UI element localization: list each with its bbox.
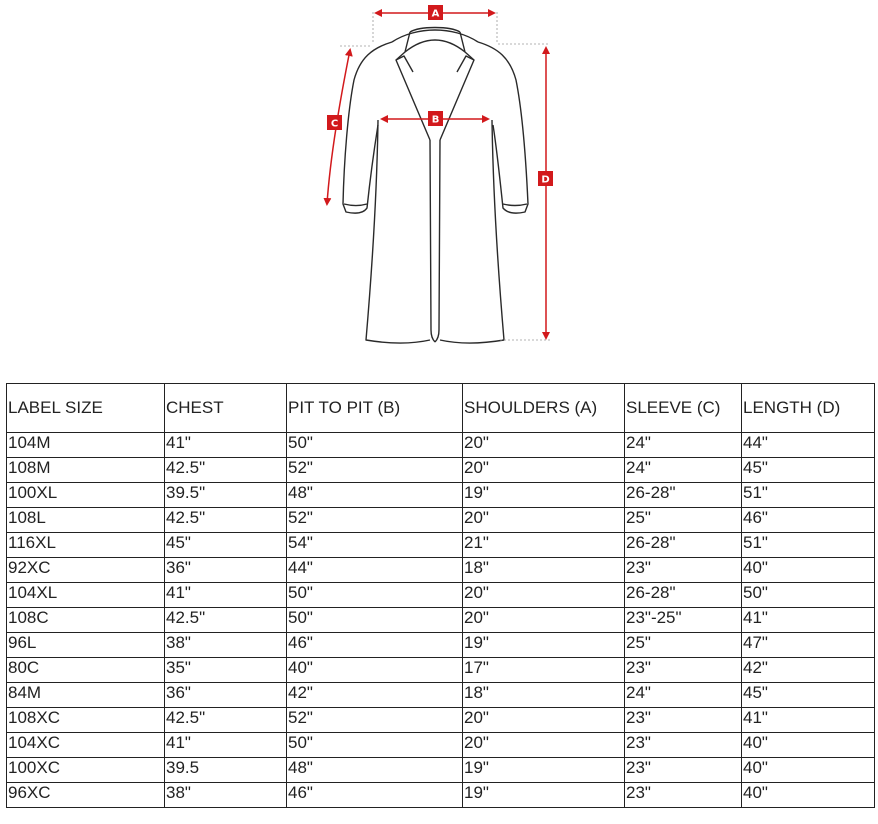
table-row — [7, 633, 875, 658]
table-cell: 26-28" — [625, 533, 742, 558]
table-cell: 46" — [742, 508, 875, 533]
table-cell: 54" — [287, 533, 463, 558]
table-cell: 23" — [625, 783, 742, 808]
table-row — [7, 433, 875, 458]
table-cell: 48" — [287, 758, 463, 783]
table-cell: 38" — [165, 783, 287, 808]
table-row — [7, 533, 875, 558]
table-cell: 45" — [742, 458, 875, 483]
table-cell: 104M — [7, 433, 165, 458]
table-cell: 104XL — [7, 583, 165, 608]
table-cell: 18" — [463, 683, 625, 708]
size-chart-body — [7, 433, 875, 808]
table-cell: 42" — [742, 658, 875, 683]
table-cell: 18" — [463, 558, 625, 583]
table-cell: 20" — [463, 583, 625, 608]
table-cell: 26-28" — [625, 483, 742, 508]
table-row — [7, 733, 875, 758]
table-cell: 17" — [463, 658, 625, 683]
table-cell: 100XC — [7, 758, 165, 783]
table-cell: 42.5" — [165, 508, 287, 533]
table-row — [7, 658, 875, 683]
table-row — [7, 458, 875, 483]
table-cell: 51" — [742, 483, 875, 508]
table-cell: 39.5 — [165, 758, 287, 783]
table-cell: 41" — [742, 708, 875, 733]
table-row — [7, 583, 875, 608]
table-cell: 41" — [742, 608, 875, 633]
table-cell: 46" — [287, 783, 463, 808]
coat-measurement-diagram — [0, 0, 878, 360]
table-cell: 20" — [463, 733, 625, 758]
table-cell: 45" — [165, 533, 287, 558]
table-cell: 42.5" — [165, 708, 287, 733]
column-header: SLEEVE (C) — [625, 384, 742, 433]
coat-outline — [343, 28, 528, 344]
table-cell: 42" — [287, 683, 463, 708]
column-header: PIT TO PIT (B) — [287, 384, 463, 433]
table-cell: 47" — [742, 633, 875, 658]
table-cell: 25" — [625, 633, 742, 658]
table-cell: 20" — [463, 458, 625, 483]
table-cell: 24" — [625, 683, 742, 708]
table-cell: 96XC — [7, 783, 165, 808]
table-row — [7, 508, 875, 533]
table-cell: 50" — [742, 583, 875, 608]
table-cell: 42.5" — [165, 608, 287, 633]
svg-text:B: B — [431, 114, 440, 126]
table-cell: 42.5" — [165, 458, 287, 483]
table-cell: 100XL — [7, 483, 165, 508]
table-cell: 50" — [287, 433, 463, 458]
table-cell: 44" — [287, 558, 463, 583]
table-cell: 41" — [165, 583, 287, 608]
table-cell: 50" — [287, 733, 463, 758]
table-cell: 108M — [7, 458, 165, 483]
table-cell: 40" — [287, 658, 463, 683]
size-chart-table — [6, 383, 875, 808]
guide-lines — [340, 12, 550, 340]
marker-b — [428, 111, 443, 126]
table-cell: 36" — [165, 558, 287, 583]
table-cell: 80C — [7, 658, 165, 683]
table-cell: 20" — [463, 508, 625, 533]
table-cell: 19" — [463, 483, 625, 508]
table-cell: 108C — [7, 608, 165, 633]
table-row — [7, 558, 875, 583]
svg-text:A: A — [431, 8, 440, 20]
table-cell: 23"-25" — [625, 608, 742, 633]
table-cell: 84M — [7, 683, 165, 708]
table-cell: 23" — [625, 708, 742, 733]
table-cell: 40" — [742, 783, 875, 808]
table-cell: 46" — [287, 633, 463, 658]
table-cell: 24" — [625, 433, 742, 458]
table-row — [7, 483, 875, 508]
table-cell: 40" — [742, 758, 875, 783]
table-cell: 52" — [287, 458, 463, 483]
table-cell: 20" — [463, 608, 625, 633]
measurement-arrows — [327, 13, 546, 338]
header-row — [7, 384, 875, 433]
coat-illustration — [0, 0, 878, 360]
table-cell: 48" — [287, 483, 463, 508]
column-header: LABEL SIZE — [7, 384, 165, 433]
table-cell: 23" — [625, 658, 742, 683]
table-cell: 38" — [165, 633, 287, 658]
table-cell: 44" — [742, 433, 875, 458]
table-row — [7, 708, 875, 733]
table-cell: 19" — [463, 783, 625, 808]
marker-d — [538, 171, 553, 186]
table-cell: 39.5" — [165, 483, 287, 508]
table-cell: 35" — [165, 658, 287, 683]
table-cell: 36" — [165, 683, 287, 708]
column-header: CHEST — [165, 384, 287, 433]
table-cell: 52" — [287, 708, 463, 733]
table-cell: 108L — [7, 508, 165, 533]
table-cell: 50" — [287, 608, 463, 633]
table-cell: 51" — [742, 533, 875, 558]
table-cell: 116XL — [7, 533, 165, 558]
table-cell: 96L — [7, 633, 165, 658]
size-chart-header — [7, 384, 875, 433]
marker-c — [327, 115, 342, 130]
column-header: LENGTH (D) — [742, 384, 875, 433]
table-cell: 41" — [165, 433, 287, 458]
table-cell: 19" — [463, 758, 625, 783]
table-cell: 21" — [463, 533, 625, 558]
table-row — [7, 608, 875, 633]
table-row — [7, 683, 875, 708]
table-row — [7, 783, 875, 808]
svg-text:C: C — [330, 118, 339, 130]
column-header: SHOULDERS (A) — [463, 384, 625, 433]
table-cell: 23" — [625, 733, 742, 758]
table-cell: 40" — [742, 558, 875, 583]
table-cell: 23" — [625, 558, 742, 583]
table-cell: 41" — [165, 733, 287, 758]
table-cell: 108XC — [7, 708, 165, 733]
table-cell: 40" — [742, 733, 875, 758]
table-cell: 45" — [742, 683, 875, 708]
table-cell: 52" — [287, 508, 463, 533]
table-cell: 50" — [287, 583, 463, 608]
table-cell: 92XC — [7, 558, 165, 583]
table-cell: 26-28" — [625, 583, 742, 608]
table-cell: 24" — [625, 458, 742, 483]
table-cell: 25" — [625, 508, 742, 533]
table-cell: 19" — [463, 633, 625, 658]
table-cell: 23" — [625, 758, 742, 783]
table-cell: 104XC — [7, 733, 165, 758]
marker-a — [428, 5, 443, 20]
svg-text:D: D — [541, 174, 550, 186]
table-row — [7, 758, 875, 783]
table-cell: 20" — [463, 708, 625, 733]
table-cell: 20" — [463, 433, 625, 458]
